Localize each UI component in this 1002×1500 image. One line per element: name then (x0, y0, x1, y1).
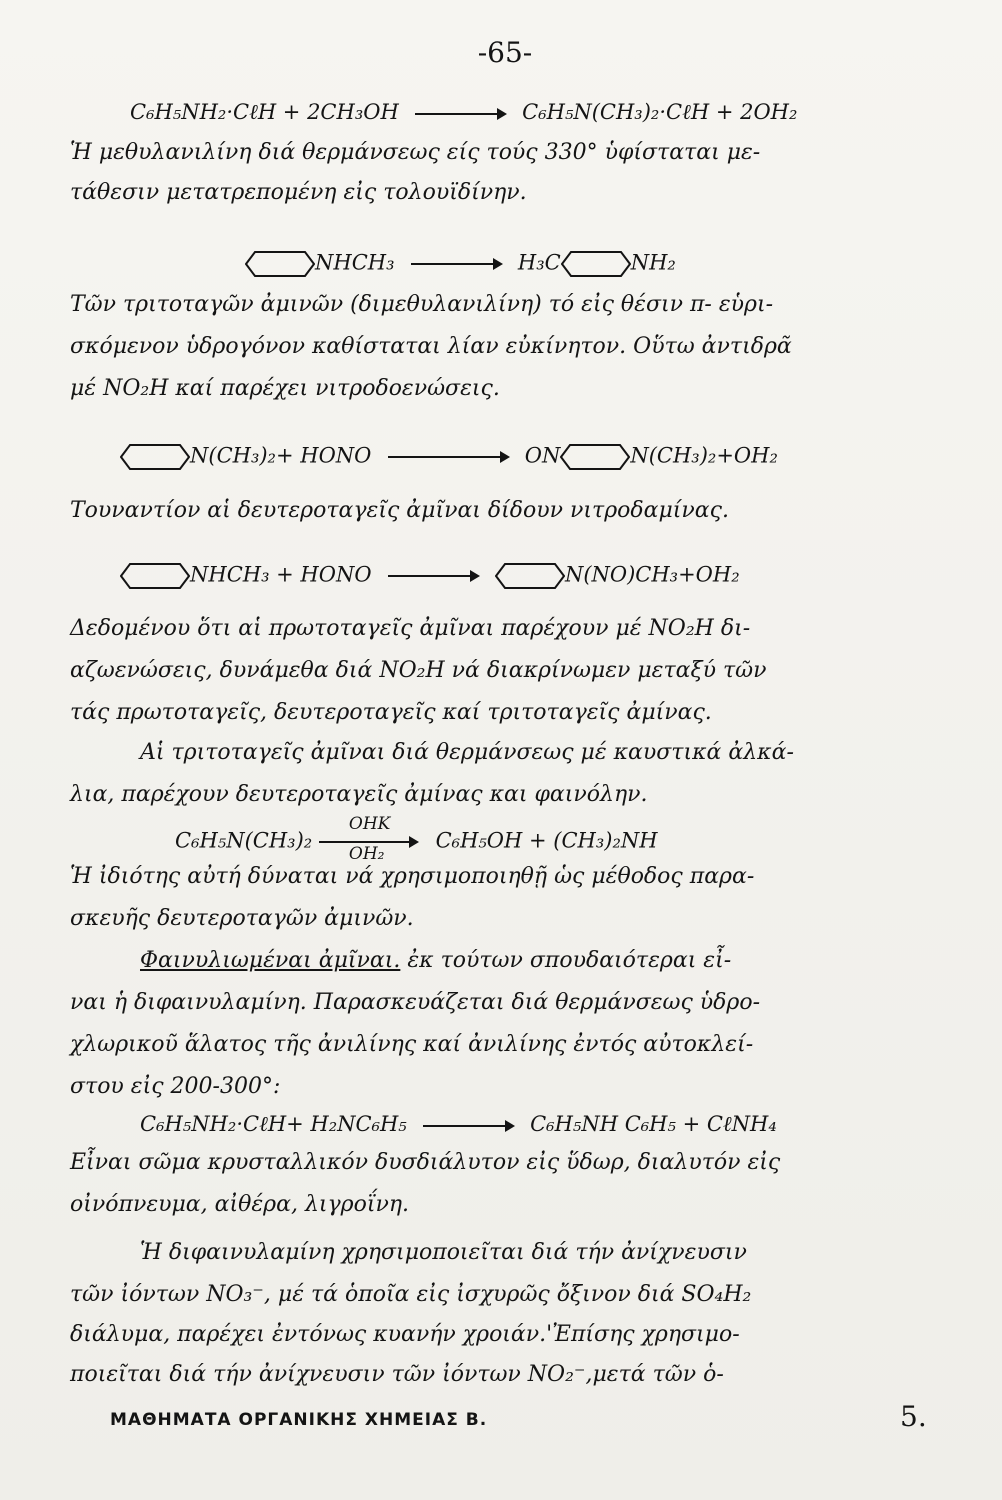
text-line-22: διάλυμα, παρέχει ἐντόνως κυανήν χροιάν.'Ἐπίσης χρησιμο- (70, 1322, 740, 1347)
eq6-left: C₆H₅NH₂·CℓH+ H₂NC₆H₅ (140, 1112, 407, 1136)
text-line-19: οἰνόπνευμα, αἰθέρα, λιγροΐνη. (70, 1192, 410, 1217)
conditions-arrow (319, 814, 429, 864)
eq2-right-b: NH₂ (630, 250, 676, 275)
text-line-10: Αἱ τριτοταγεῖς ἀμῖναι διά θερμάνσεως μέ καυστικά ἀλκά- (140, 740, 794, 765)
text-line-23: ποιεῖται διά τήν ἀνίχνευσιν τῶν ἰόντων ΝΟ₂⁻,μετά τῶν ὁ- (70, 1362, 724, 1387)
benzene-ring-icon (120, 562, 190, 590)
equation-5 (175, 814, 658, 864)
text-line-12: Ἡ ἰδιότης αὐτή δύναται νά χρησιμοποιηθῇ ὡς μέθοδος παρα- (70, 864, 755, 889)
text-line-21: τῶν ἰόντων ΝΟ₃⁻, μέ τά ὁποῖα εἰς ἰσχυρῶς ὄξινον διά SO₄H₂ (70, 1282, 752, 1307)
text-line-9: τάς πρωτοταγεῖς, δευτεροταγεῖς καί τριτοταγεῖς ἀμίνας. (70, 700, 712, 725)
text-line-14: ἐκ τούτων σπουδαιότεραι εἶ- (407, 948, 732, 973)
text-line-13: σκευῆς δευτεροταγῶν ἀμινῶν. (70, 906, 414, 931)
equation-3 (120, 443, 778, 471)
footer-number: 5. (900, 1400, 927, 1433)
eq5-under: OH₂ (348, 844, 385, 864)
equation-4 (120, 562, 740, 590)
eq3-right-a: ON (524, 443, 561, 468)
benzene-ring-icon (495, 562, 565, 590)
text-line-15: ναι ἡ διφαινυλαμίνη. Παρασκευάζεται διά θερμάνσεως ὑδρο- (70, 990, 761, 1015)
benzene-ring-icon (561, 250, 631, 278)
page-number: -65- (477, 36, 533, 69)
reaction-arrow (415, 113, 505, 115)
benzene-ring-icon (120, 443, 190, 471)
reaction-arrow (388, 575, 478, 577)
eq4-right: N(NO)CH₃+OH₂ (564, 562, 740, 587)
text-line-11: λια, παρέχουν δευτεροταγεῖς ἀμίνας και φαινόλην. (70, 782, 648, 807)
equation-6 (140, 1112, 777, 1137)
eq1-left: C₆H₅NH₂·CℓH + 2CH₃OH (130, 100, 399, 124)
reaction-arrow (388, 456, 508, 458)
section-heading: Φαινυλιωμέναι ἀμῖναι. (140, 948, 401, 973)
eq5-right: C₆H₅OH + (CH₃)₂NH (435, 828, 658, 853)
eq2-left: NHCH₃ (315, 250, 395, 275)
text-line-8: αζωενώσεις, δυνάμεθα διά ΝΟ₂Η νά διακρίνωμεν μεταξύ τῶν (70, 658, 767, 683)
text-line-17: στου εἰς 200-300°: (70, 1074, 281, 1099)
eq5-left: C₆H₅N(CH₃)₂ (175, 828, 313, 853)
text-line-1: Ἡ μεθυλανιλίνη διά θερμάνσεως είς τούς 330° ὑφίσταται με- (70, 140, 761, 165)
text-line-7: Δεδομένου ὅτι αἱ πρωτοταγεῖς ἀμῖναι παρέχουν μέ ΝΟ₂Η δι- (70, 616, 751, 641)
reaction-arrow (411, 263, 501, 265)
eq3-right-b: N(CH₃)₂+OH₂ (630, 443, 778, 468)
text-line-4: σκόμενον ὑδρογόνον καθίσταται λίαν εὐκίνητον. Οὕτω ἀντιδρᾶ (70, 334, 792, 359)
text-line-5: μέ ΝΟ₂Η καί παρέχει νιτροδοενώσεις. (70, 376, 500, 401)
text-line-18: Εἶναι σῶμα κρυσταλλικόν δυσδιάλυτον εἰς ὕδωρ, διαλυτόν εἰς (70, 1150, 781, 1175)
eq2-right-a: H₃C (517, 250, 561, 275)
text-line-20: Ἡ διφαινυλαμίνη χρησιμοποιεῖται διά τήν ἀνίχνευσιν (140, 1240, 747, 1265)
reaction-arrow (319, 841, 417, 843)
eq4-left: NHCH₃ + HONO (190, 562, 372, 587)
text-line-16: χλωρικοῦ ἅλατος τῆς ἀνιλίνης καί ἀνιλίνης ἐντός αὐτοκλεί- (70, 1032, 754, 1057)
eq1-right: C₆H₅N(CH₃)₂·CℓH + 2OH₂ (522, 100, 798, 124)
equation-1 (130, 100, 797, 125)
text-line-3: Τῶν τριτοταγῶν ἀμινῶν (διμεθυλανιλίνη) τό εἰς θέσιν π- εὑρι- (70, 292, 774, 317)
equation-2 (245, 250, 676, 278)
reaction-arrow (423, 1125, 513, 1127)
benzene-ring-icon (560, 443, 630, 471)
footer-title: ΜΑΘΗΜΑΤΑ ΟΡΓΑΝΙΚΗΣ ΧΗΜΕΙΑΣ Β. (110, 1410, 488, 1430)
benzene-ring-icon (245, 250, 315, 278)
eq6-right: C₆H₅NH C₆H₅ + CℓNH₄ (530, 1112, 777, 1136)
text-line-2: τάθεσιν μετατρεπομένη εἰς τολουϊδίνην. (70, 180, 527, 205)
eq3-left: N(CH₃)₂+ HONO (190, 443, 372, 468)
text-line-6: Τουναντίον αἱ δευτεροταγεῖς ἀμῖναι δίδουν νιτροδαμίνας. (70, 498, 729, 523)
section-paragraph (140, 948, 1002, 973)
eq5-over: OHK (348, 814, 391, 834)
